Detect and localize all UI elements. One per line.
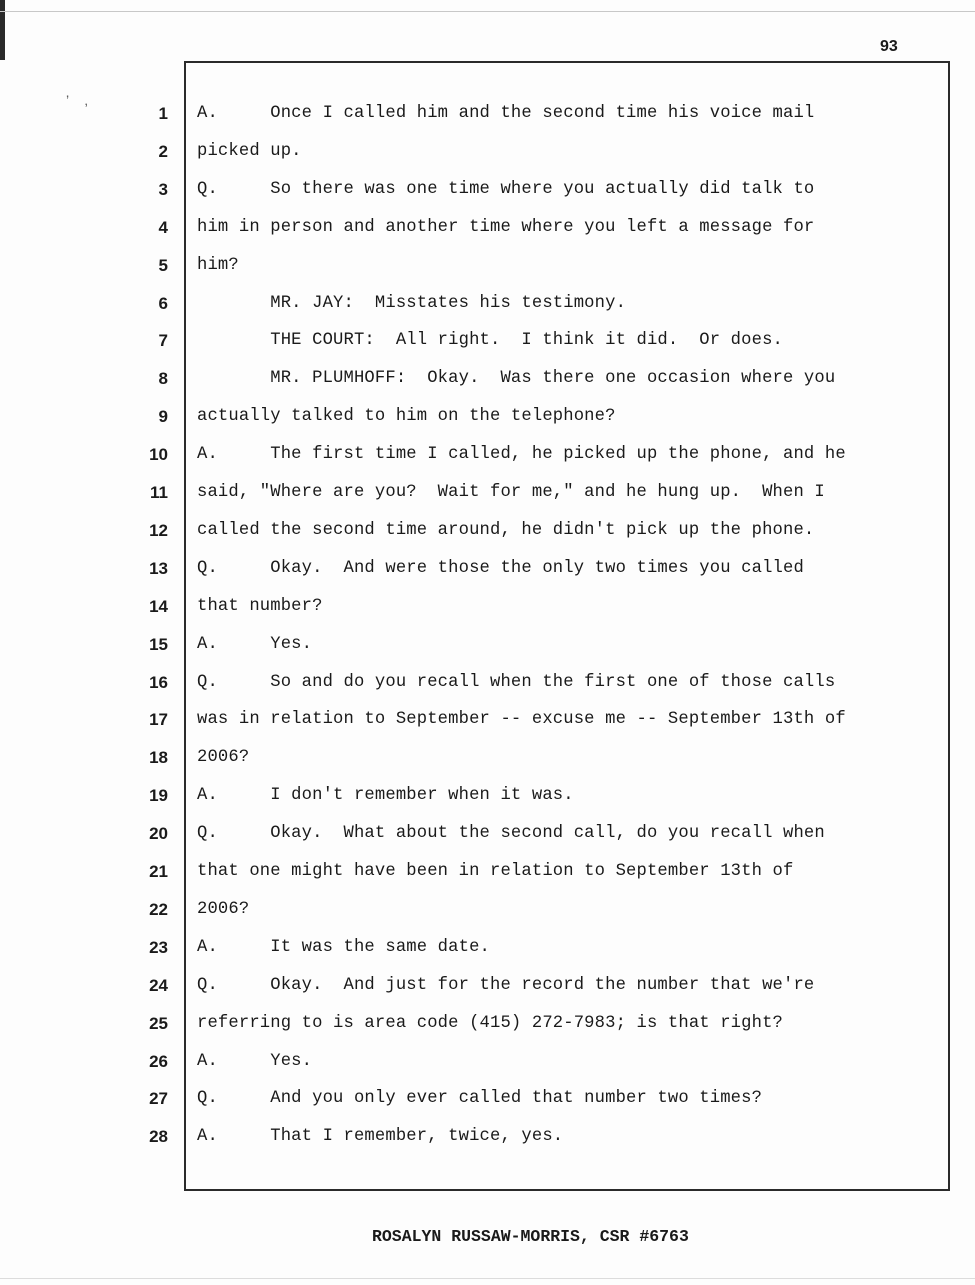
line-number: 6 xyxy=(158,294,168,313)
transcript-line: called the second time around, he didn't pick up the phone. xyxy=(197,521,815,540)
transcript-line: Q. Okay. And just for the record the number that we're xyxy=(197,976,815,995)
line-number: 15 xyxy=(149,635,168,654)
line-number: 9 xyxy=(158,407,168,426)
transcript-line: A. It was the same date. xyxy=(197,938,490,957)
line-number: 11 xyxy=(150,483,168,502)
line-number: 17 xyxy=(149,710,168,729)
line-number: 12 xyxy=(149,521,168,540)
transcript-line: was in relation to September -- excuse me -- September 13th of xyxy=(197,710,846,729)
stray-marks: ’ ‚ xyxy=(66,92,88,108)
line-number: 23 xyxy=(149,938,168,957)
line-number: 10 xyxy=(149,445,168,464)
line-number: 24 xyxy=(149,976,168,995)
line-number: 3 xyxy=(158,180,168,199)
transcript-line: MR. JAY: Misstates his testimony. xyxy=(197,294,627,313)
top-rule xyxy=(0,11,975,12)
bottom-rule xyxy=(0,1278,975,1279)
transcript-line: him? xyxy=(197,256,239,275)
transcript-line: picked up. xyxy=(197,142,302,161)
transcript-line: Q. So and do you recall when the first one of those calls xyxy=(197,673,836,692)
line-number: 19 xyxy=(149,786,168,805)
transcript-line: A. The first time I called, he picked up the phone, and he xyxy=(197,445,846,464)
line-number: 16 xyxy=(149,673,168,692)
transcript-line: THE COURT: All right. I think it did. Or does. xyxy=(197,331,783,350)
line-number: 26 xyxy=(149,1052,168,1071)
line-number: 25 xyxy=(149,1014,168,1033)
transcript-line: A. Once I called him and the second time his voice mail xyxy=(197,104,815,123)
line-number: 20 xyxy=(149,824,168,843)
line-number: 13 xyxy=(149,559,168,578)
transcript-line: that number? xyxy=(197,597,323,616)
transcript-line: 2006? xyxy=(197,748,250,767)
transcript-line: A. Yes. xyxy=(197,1052,313,1071)
page-number: 93 xyxy=(880,38,898,55)
transcript-line: him in person and another time where you left a message for xyxy=(197,218,815,237)
line-number: 18 xyxy=(149,748,168,767)
line-number: 8 xyxy=(158,369,168,388)
line-number: 14 xyxy=(149,597,168,616)
transcript-line: said, "Where are you? Wait for me," and he hung up. When I xyxy=(197,483,825,502)
transcript-line: 2006? xyxy=(197,900,250,919)
line-number: 28 xyxy=(149,1127,168,1146)
transcript-line: Q. And you only ever called that number two times? xyxy=(197,1089,763,1108)
line-number: 27 xyxy=(149,1089,168,1108)
transcript-line: A. Yes. xyxy=(197,635,313,654)
line-number: 22 xyxy=(149,900,168,919)
reporter-footer: ROSALYN RUSSAW-MORRIS, CSR #6763 xyxy=(372,1227,689,1246)
transcript-line: A. That I remember, twice, yes. xyxy=(197,1127,564,1146)
transcript-line: Q. So there was one time where you actually did talk to xyxy=(197,180,815,199)
transcript-line: MR. PLUMHOFF: Okay. Was there one occasion where you xyxy=(197,369,836,388)
transcript-line: Q. Okay. And were those the only two times you called xyxy=(197,559,804,578)
line-number: 4 xyxy=(158,218,168,237)
line-number: 1 xyxy=(158,104,168,123)
line-number: 2 xyxy=(158,142,168,161)
line-number: 21 xyxy=(149,862,168,881)
transcript-line: A. I don't remember when it was. xyxy=(197,786,574,805)
line-number: 5 xyxy=(158,256,168,275)
line-number: 7 xyxy=(158,331,168,350)
transcript-line: Q. Okay. What about the second call, do you recall when xyxy=(197,824,825,843)
transcript-line: actually talked to him on the telephone? xyxy=(197,407,616,426)
transcript-line: that one might have been in relation to September 13th of xyxy=(197,862,794,881)
transcript-line: referring to is area code (415) 272-7983; is that right? xyxy=(197,1014,783,1033)
scan-edge xyxy=(0,0,5,60)
